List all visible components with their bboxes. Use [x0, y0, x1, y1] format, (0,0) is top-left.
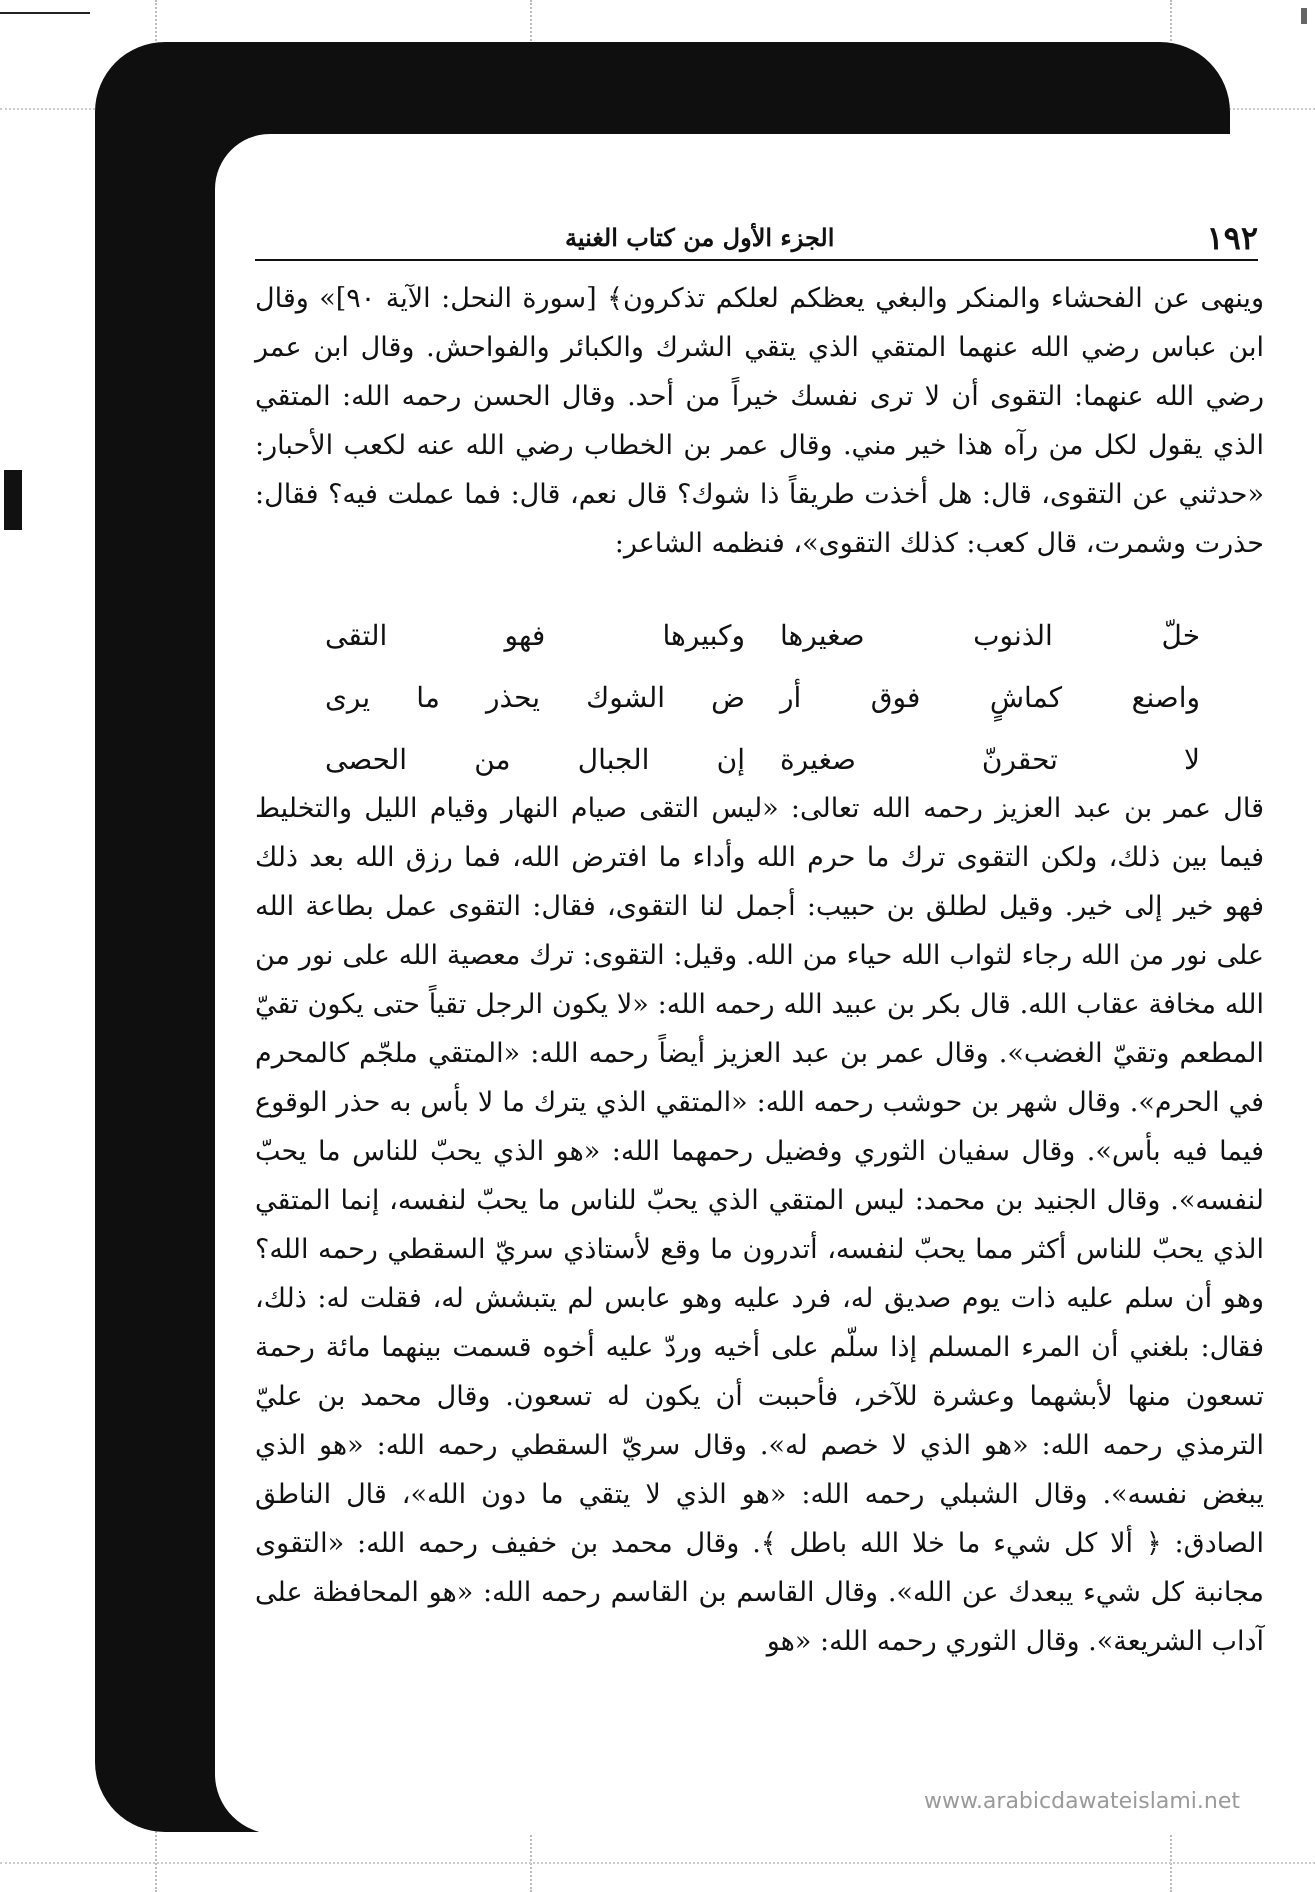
- poem-second-hemistich: ض الشوك يحذر ما يرى: [325, 680, 745, 714]
- poem-verse: [325, 604, 1200, 666]
- poem-second-hemistich: إن الجبال من الحصى: [325, 742, 745, 776]
- paragraph: وينهى عن الفحشاء والمنكر والبغي يعظكم لعلكم تذكرون﴾ [سورة النحل: الآية ٩٠]» وقال ابن عباس رضي الله عنهما المتقي الذي يتقي الشرك والكبائر والفواحش. وقال ابن عمر رضي الله عنهما: التقوى أن لا ترى نفسك خيراً من أحد. وقال الحسن رحمه الله: المتقي الذي يقول لكل من رآه هذا خير مني. وقال عمر بن الخطاب رضي الله عنه لكعب الأحبار: «حدثني عن التقوى، قال: هل أخذت طريقاً ذا شوك؟ قال نعم، قال: فما عملت فيه؟ فقال: حذرت وشمرت، قال كعب: كذلك التقوى»، فنظمه الشاعر:: [255, 283, 1264, 559]
- poem-first-hemistich: واصنع كماشٍ فوق أر: [780, 680, 1200, 714]
- poem: [325, 604, 1200, 790]
- header-title: الجزء الأول من كتاب الغنية: [565, 223, 835, 252]
- poem-first-hemistich: خلّ الذنوب صغيرها: [780, 618, 1200, 652]
- page-header: [255, 219, 1258, 261]
- poem-first-hemistich: لا تحقرنّ صغيرة: [780, 742, 1200, 776]
- poem-verse: [325, 666, 1200, 728]
- watermark: www.arabicdawateislami.net: [923, 1789, 1240, 1814]
- page-number: ١٩٢: [1206, 219, 1258, 257]
- poem-verse: [325, 728, 1200, 790]
- paragraph: قال عمر بن عبد العزيز رحمه الله تعالى: «ليس التقى صيام النهار وقيام الليل والتخليط فيما بين ذلك، ولكن التقوى ترك ما حرم الله وأداء ما افترض الله، فما رزق الله بعد ذلك فهو خير إلى خير. وقيل لطلق بن حبيب: أجمل لنا التقوى، فقال: التقوى عمل بطاعة الله على نور من الله رجاء لثواب الله حياء من الله. وقيل: التقوى: ترك معصية الله على نور من الله مخافة عقاب الله. قال بكر بن عبيد الله رحمه الله: «لا يكون الرجل تقياً حتى يكون تقيّ المطعم وتقيّ الغضب». وقال عمر بن عبد العزيز أيضاً رحمه الله: «المتقي ملجّم كالمحرم في الحرم». وقال شهر بن حوشب رحمه الله: «المتقي الذي يترك ما لا بأس به حذر الوقوع فيما فيه بأس». وقال سفيان الثوري وفضيل رحمهما الله: «هو الذي يحبّ للناس ما يحبّ لنفسه». وقال الجنيد بن محمد: ليس المتقي الذي يحبّ للناس ما يحبّ لنفسه، إنما المتقي الذي يحبّ للناس أكثر مما يحبّ لنفسه، أتدرون ما وقع لأستاذي سريّ السقطي رحمه الله؟ وهو أن سلم عليه ذات يوم صديق له، فرد عليه وهو عابس لم يتبشش له، فقلت له: ذلك، فقال: بلغني أن المرء المسلم إذا سلّم على أخيه وردّ عليه أخوه قسمت بينهما مائة رحمة تسعون منها لأبشهما وعشرة للآخر، فأحببت أن يكون له تسعون. وقال محمد بن عليّ الترمذي رحمه الله: «هو الذي لا خصم له». وقال سريّ السقطي رحمه الله: «هو الذي يبغض نفسه». وقال الشبلي رحمه الله: «هو الذي لا يتقي ما دون الله»، قال الناطق الصادق: ﴿ ألا كل شيء ما خلا الله باطل ﴾. وقال محمد بن خفيف رحمه الله: «التقوى مجانبة كل شيء يبعدك عن الله». وقال القاسم بن القاسم رحمه الله: «هو المحافظة على آداب الشريعة». وقال الثوري رحمه الله: «هو: [255, 793, 1264, 1657]
- text-block-main: [255, 784, 1264, 1666]
- poem-second-hemistich: وكبيرها فهو التقى: [325, 618, 745, 652]
- scan-artifact-line: [0, 12, 90, 14]
- scan-artifact-mark: [1301, 8, 1307, 24]
- scan-artifact-dotted-line: [0, 1862, 1315, 1864]
- scan-artifact-binding-mark: [4, 470, 22, 530]
- page: [215, 134, 1300, 1834]
- text-block-intro: [255, 274, 1264, 568]
- page-frame: [95, 42, 1264, 1832]
